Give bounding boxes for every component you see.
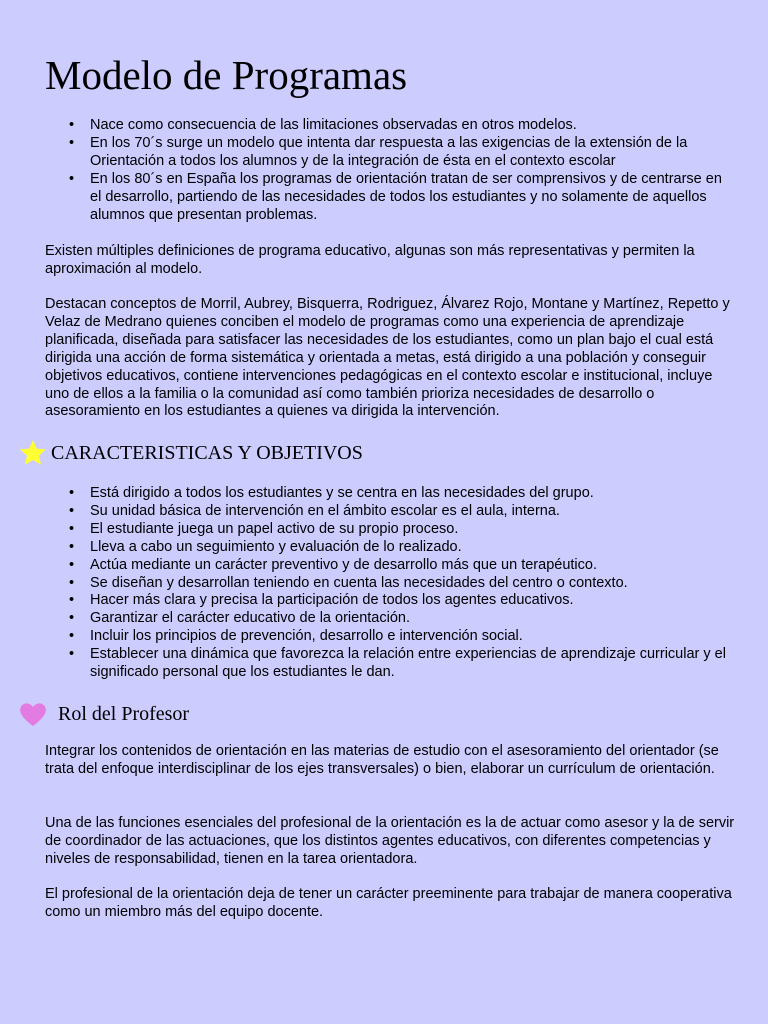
paragraph-integrar: Integrar los contenidos de orientación en las materias de estudio con el asesoramiento del orientador (se trata del enfoque interdisciplinar de los ejes transversales) o bien, elaborar un currículum de orientación. [45,743,719,777]
list-item: • Actúa mediante un carácter preventivo y de desarrollo más que un terapéutico. [90,557,730,575]
paragraph-profesional: El profesional de la orientación deja de tener un carácter preeminente para trabajar de manera cooperativa como un miembro más del equipo docente. [45,886,732,920]
section-heading-text: CARACTERISTICAS Y OBJETIVOS [51,441,363,464]
list-item: • Hacer más clara y precisa la participación de todos los agentes educativos. [90,592,730,610]
paragraph-funciones: Una de las funciones esenciales del profesional de la orientación es la de actuar como asesor y la de servir de coordinador de las actuaciones, que los distintos agentes educativos, con diferentes competencias y niveles de responsabilidad, tienen en la tarea orientadora. [45,815,735,867]
list-item: • Lleva a cabo un seguimiento y evaluación de lo realizado. [90,539,730,557]
list-item: • Se diseñan y desarrollan teniendo en cuenta las necesidades del centro o contexto. [90,575,730,593]
list-item: • Su unidad básica de intervención en el ámbito escolar es el aula, interna. [90,503,730,521]
list-item: • Establecer una dinámica que favorezca la relación entre experiencias de aprendizaje curricular y el significado personal que los estudiantes le dan. [90,646,730,682]
list-item: • Incluir los principios de prevención, desarrollo e intervención social. [90,628,730,646]
intro-bullet-list [90,117,730,224]
list-item: • En los 80´s en España los programas de orientación tratan de ser comprensivos y de centrarse en el desarrollo, partiendo de las necesidades de todos los estudiantes y no solamente de aquellos alumnos que presentan problemas. [90,171,730,225]
section-heading-rol-profesor [18,697,189,731]
paragraph-concepts: Destacan conceptos de Morril, Aubrey, Bisquerra, Rodriguez, Álvarez Rojo, Montane y Martínez, Repetto y Velaz de Medrano quienes conciben el modelo de programas como una experiencia de aprendizaje planificada, diseñada para satisfacer las necesidades de los estudiantes, como un plan bajo el cual está dirigida una acción de forma sistemática y orientada a metas, está dirigido a una población y conseguir objetivos educativos, contiene intervenciones pedagógicas en el contexto escolar e institucional, incluye uno de ellos a la familia o la comunidad así como también prioriza necesidades de desarrollo o asesoramiento en los estudiantes a quienes va dirigida la intervención. [45,296,730,420]
list-item: • Garantizar el carácter educativo de la orientación. [90,610,730,628]
characteristics-bullet-list [90,485,730,682]
list-item: • El estudiante juega un papel activo de su propio proceso. [90,521,730,539]
section-heading-text: Rol del Profesor [58,702,190,725]
section-heading-caracteristicas [18,436,363,470]
list-item: • Está dirigido a todos los estudiantes y se centra en las necesidades del grupo. [90,485,730,503]
list-item: • En los 70´s surge un modelo que intenta dar respuesta a las exigencias de la extensión de la Orientación a todos los alumnos y de la integración de ésta en el contexto escolar [90,135,730,171]
page-title: Modelo de Programas [45,52,408,98]
list-item: • Nace como consecuencia de las limitaciones observadas en otros modelos. [90,117,730,135]
star-icon [18,438,48,468]
paragraph-definitions: Existen múltiples definiciones de programa educativo, algunas son más representativas y permiten la aproximación al modelo. [45,243,695,277]
heart-icon [18,699,48,729]
